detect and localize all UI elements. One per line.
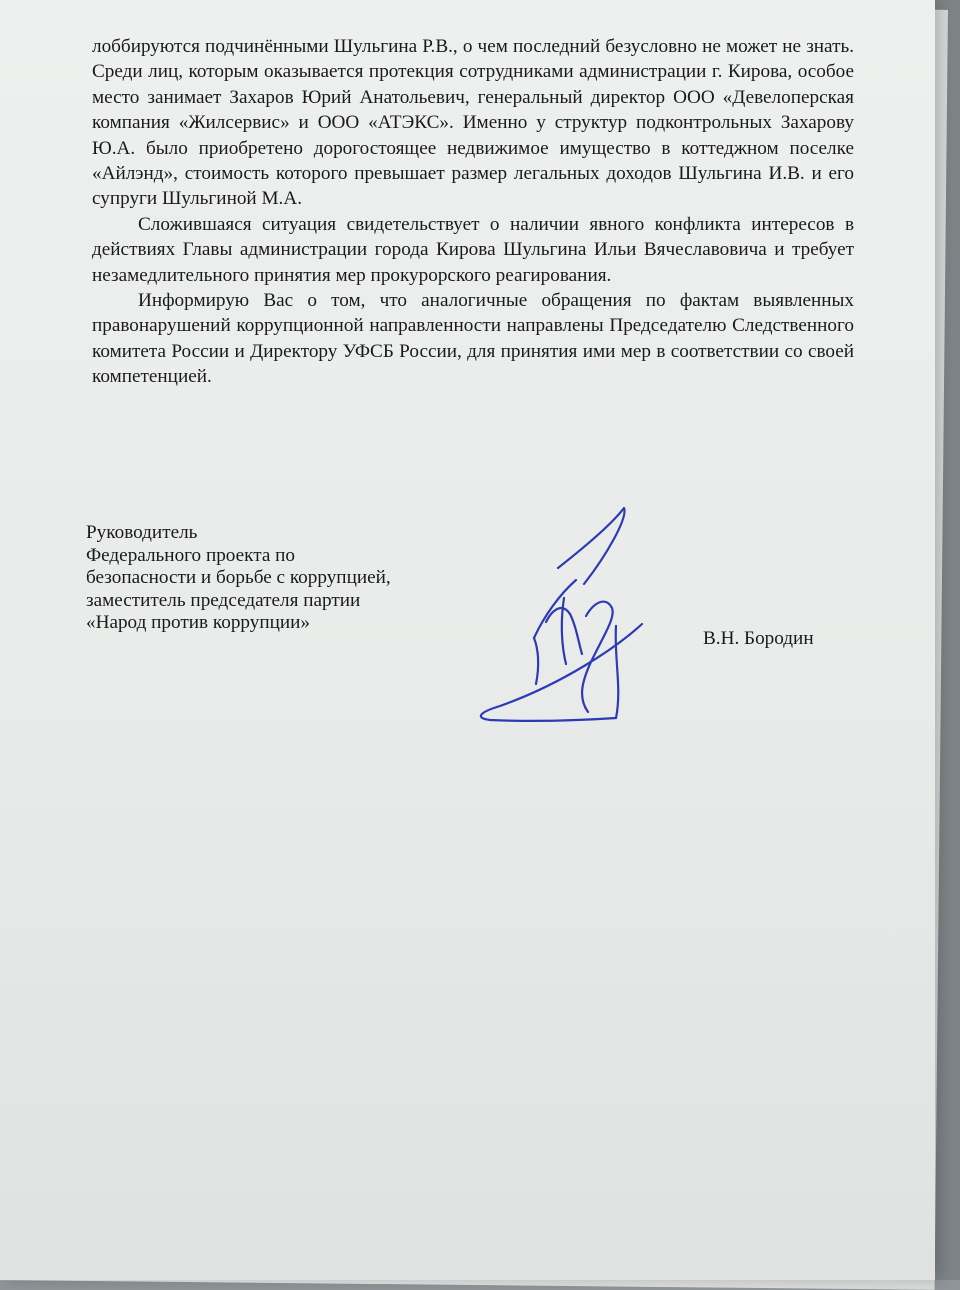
signatory-title-line: безопасности и борьбе с коррупцией, <box>86 567 391 589</box>
signatory-title <box>86 522 506 635</box>
signatory-title-line: «Народ против коррупции» <box>86 612 311 634</box>
signatory-title-line: Федерального проекта по <box>86 544 296 566</box>
letter-body <box>92 34 854 390</box>
paragraph-continuation: лоббируются подчинёнными Шульгина Р.В., о чем последний безусловно не может не знать. Среди лиц, которым оказывается протекция сотрудниками администрации г. Кирова, особое место занимает Захаров Юрий Анатольевич, генеральный директор ООО «Девелоперская компания «Жилсервис» и ООО «АТЭКС». Именно у структур подконтрольных Захарову Ю.А. было приобретено дорогостоящее недвижимое имущество в коттеджном поселке «Айлэнд», стоимость которого превышает размер легальных доходов Шульгина И.В. и его супруги Шульгиной М.А. <box>92 36 854 210</box>
signatory-title-line: Руководитель <box>86 522 198 543</box>
paragraph-notification: Информирую Вас о том, что аналогичные обращения по фактам выявленных правонарушений коррупционной направленности направлены Председателю Следственного комитета России и Директору УФСБ России, для принятия ими мер в соответствии со своей компетенцией. <box>92 290 854 388</box>
paragraph-conflict-of-interest: Сложившаяся ситуация свидетельствует о наличии явного конфликта интересов в действиях Главы администрации города Кирова Шульгина Ильи Вячеславовича и требует незамедлительного принятия мер прокурорского реагирования. <box>92 213 854 286</box>
signer-name: В.Н. Бородин <box>703 628 814 649</box>
handwritten-signature <box>466 498 662 726</box>
signatory-title-line: заместитель председателя партии <box>86 589 361 611</box>
